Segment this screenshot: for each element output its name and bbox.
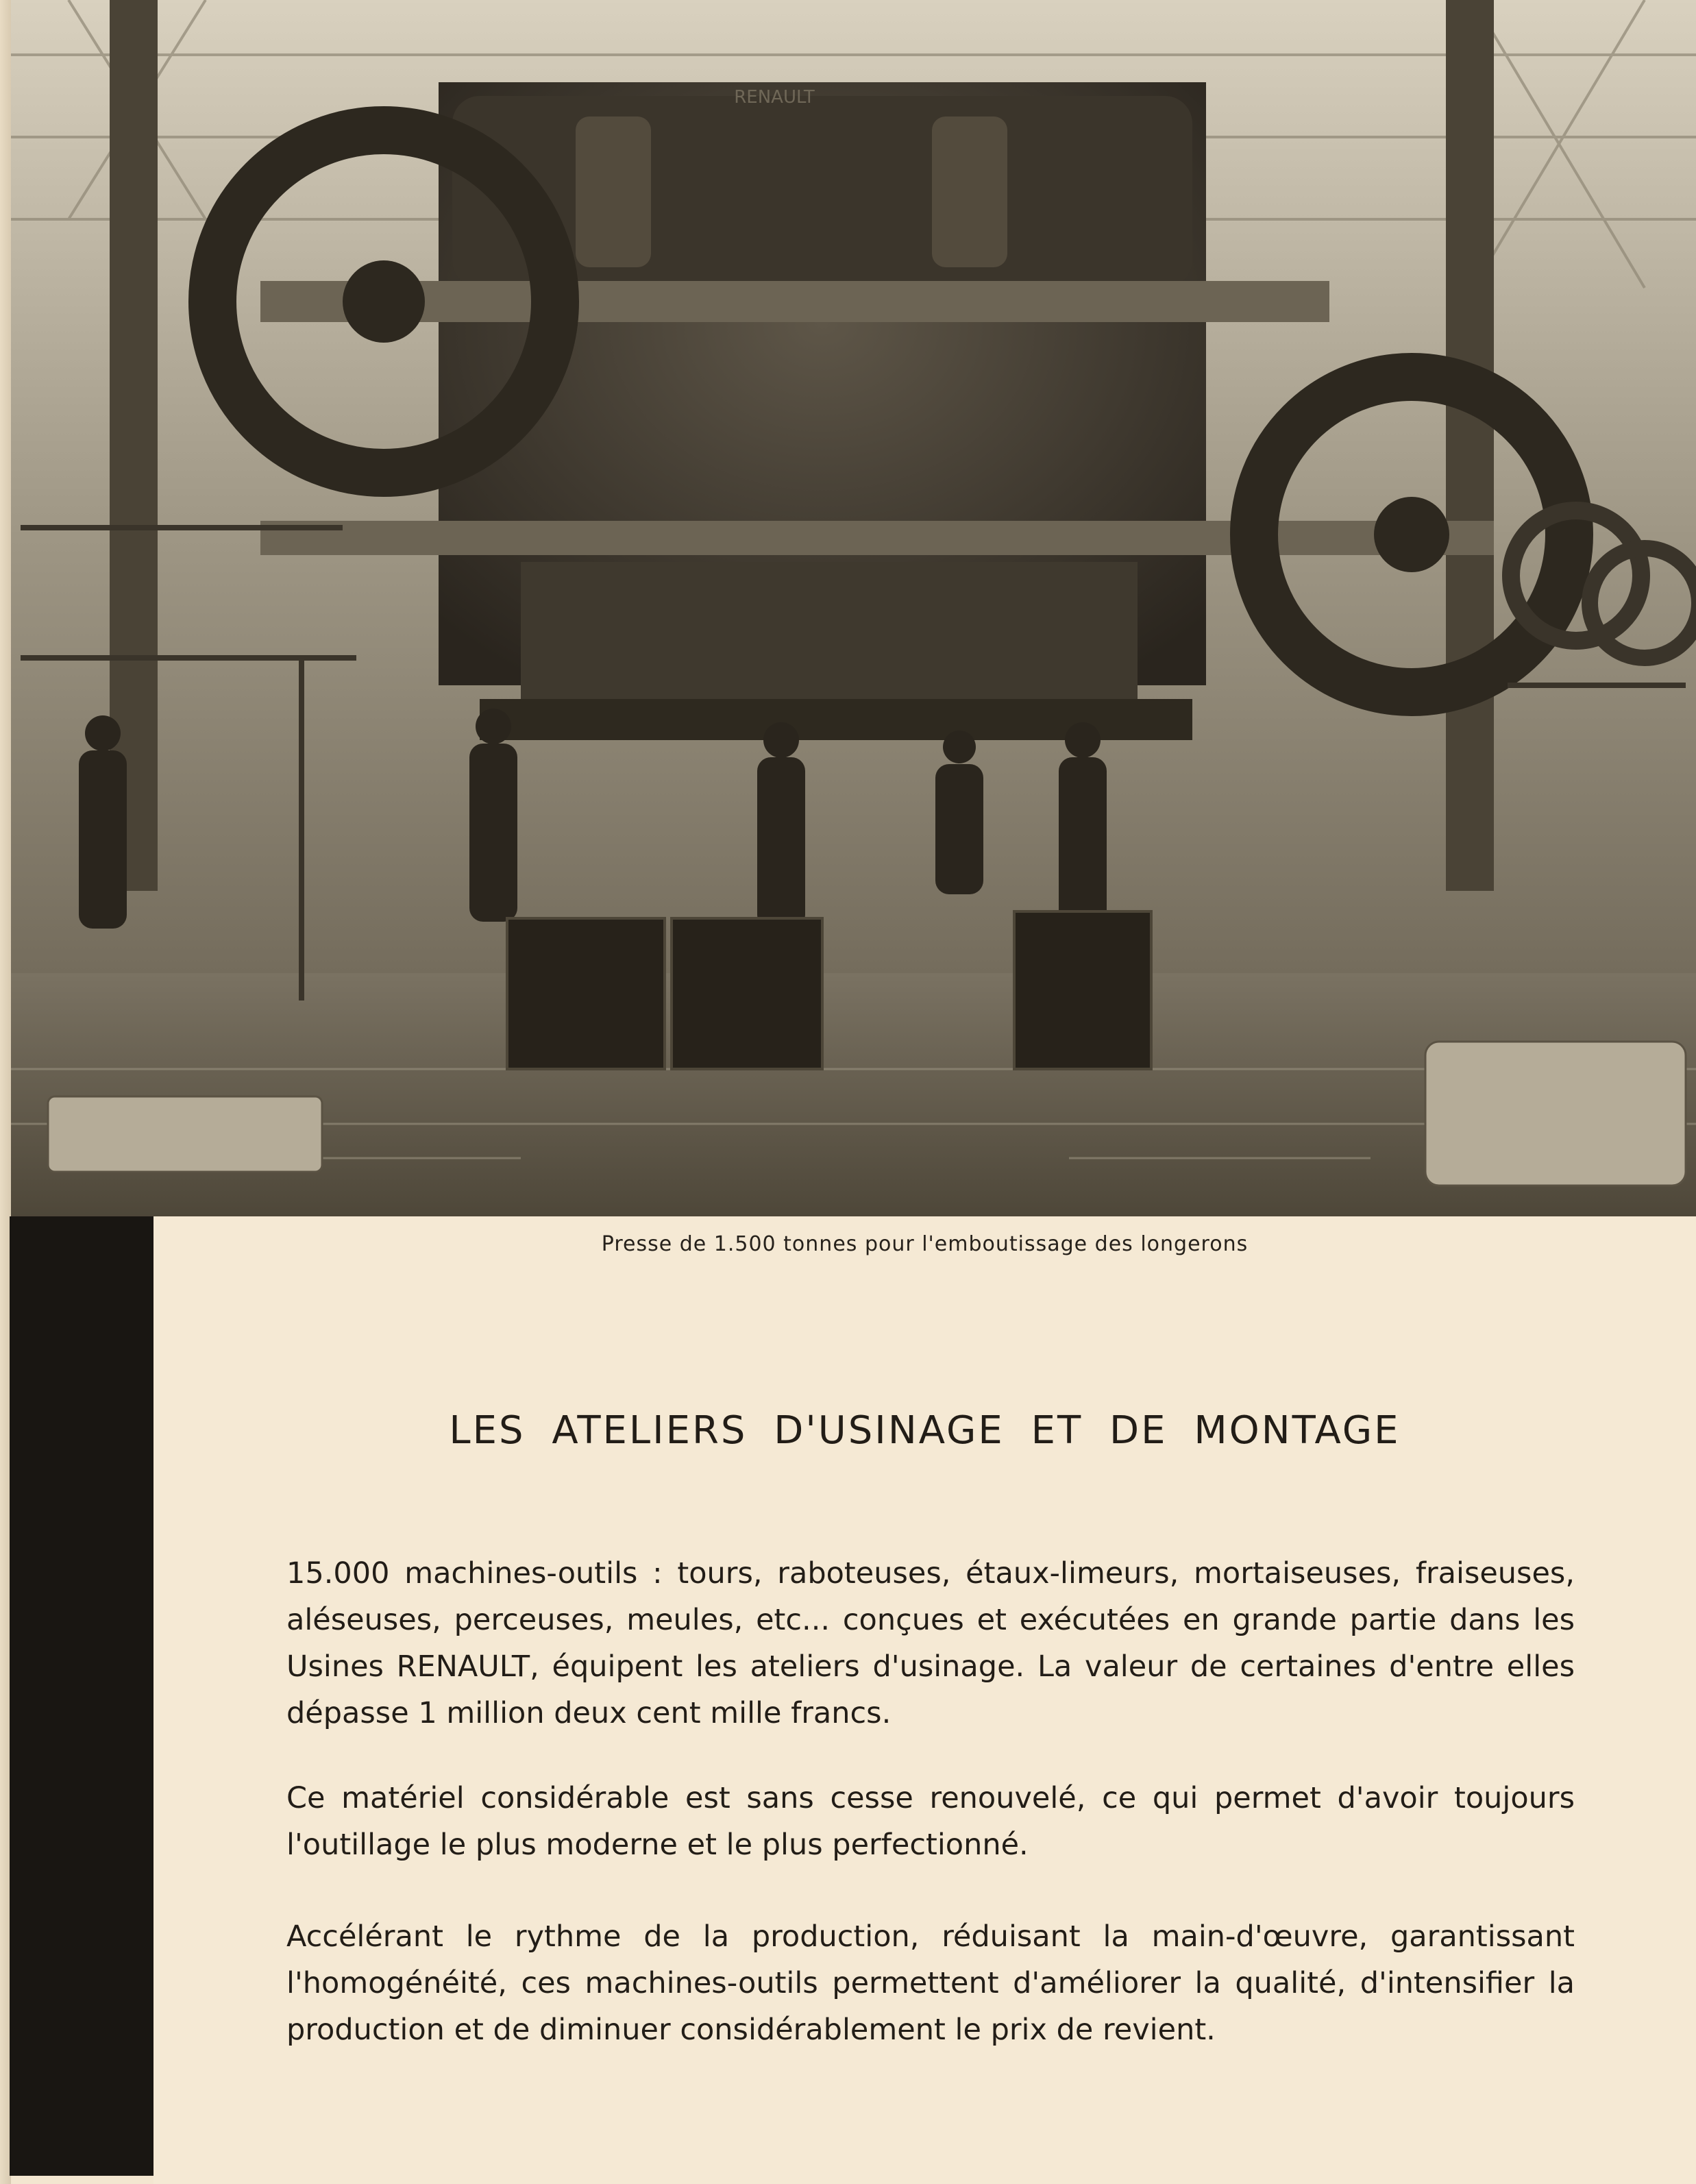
paragraph-renewal: Ce matériel considérable est sans cesse renouvelé, ce qui permet d'avoir toujours l'outillage le plus moderne et le plus perfectionné. (286, 1781, 1575, 1862)
pillar-right (1446, 0, 1494, 891)
paragraph-production: Accélérant le rythme de la production, réduisant la main-d'œuvre, garantissant l'homogénéité, ces machines-outils permettent d'améliorer la qualité, d'intensifier la production et de diminuer considérablement le prix de revient. (286, 1919, 1575, 2047)
lower-shaft (260, 521, 1494, 555)
section-heading: LES ATELIERS D'USINAGE ET DE MONTAGE (449, 1408, 1401, 1453)
photo-caption: Presse de 1.500 tonnes pour l'emboutissage des longerons (601, 1232, 1249, 1256)
paragraph-machines: 15.000 machines-outils : tours, raboteuses, étaux-limeurs, mortaiseuses, fraiseuses, aléseuses, perceuses, meules, etc... conçues et exécutées en grande partie dans les Usines RENAULT, équipent les ateliers d'usinage. La valeur de certaines d'entre elles dépasse 1 million deux cent mille francs. (286, 1556, 1575, 1730)
dark-margin-strip (10, 1216, 153, 2176)
press-stamp: RENAULT (734, 87, 815, 108)
